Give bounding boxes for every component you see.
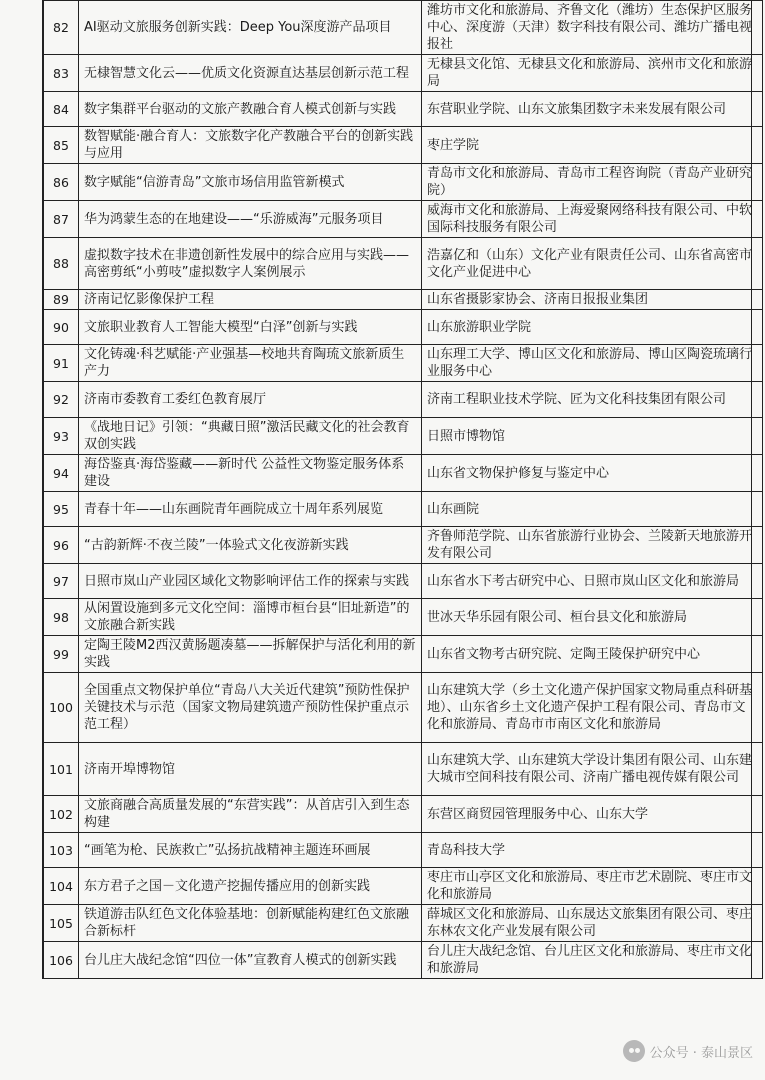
submitting-units: 日照市博物馆	[422, 418, 763, 455]
row-number: 88	[44, 238, 79, 290]
table-row	[44, 345, 763, 382]
project-table	[43, 0, 763, 979]
row-number: 104	[44, 868, 79, 905]
row-number: 92	[44, 382, 79, 418]
row-number: 83	[44, 55, 79, 92]
table-row	[44, 564, 763, 599]
project-name: 从闲置设施到多元文化空间：淄博市桓台县“旧址新造”的文旅融合新实践	[79, 599, 422, 636]
project-name: 华为鸿蒙生态的在地建设——“乐游威海”元服务项目	[79, 201, 422, 238]
table-row	[44, 238, 763, 290]
submitting-units: 潍坊市文化和旅游局、齐鲁文化（潍坊）生态保护区服务中心、深度游（天津）数字科技有限公司、潍坊广播电视报社	[422, 1, 763, 55]
table-row	[44, 1, 763, 55]
table-row	[44, 201, 763, 238]
row-number: 95	[44, 492, 79, 527]
row-number: 102	[44, 796, 79, 833]
submitting-units: 威海市文化和旅游局、上海爱聚网络科技有限公司、中软国际科技服务有限公司	[422, 201, 763, 238]
submitting-units: 山东省水下考古研究中心、日照市岚山区文化和旅游局	[422, 564, 763, 599]
table-row	[44, 455, 763, 492]
project-name: 全国重点文物保护单位“青岛八大关近代建筑”预防性保护关键技术与示范（国家文物局建筑遗产预防性保护重点示范工程）	[79, 673, 422, 743]
submitting-units: 青岛市文化和旅游局、青岛市工程咨询院（青岛产业研究院）	[422, 164, 763, 201]
project-name: 铁道游击队红色文化体验基地：创新赋能构建红色文旅融合新标杆	[79, 905, 422, 942]
project-name: 文化铸魂·科艺赋能·产业强基—校地共育陶琉文旅新质生产力	[79, 345, 422, 382]
table-row	[44, 636, 763, 673]
table-row	[44, 92, 763, 127]
row-number: 99	[44, 636, 79, 673]
table-row	[44, 743, 763, 796]
row-number: 82	[44, 1, 79, 55]
submitting-units: 山东省文物保护修复与鉴定中心	[422, 455, 763, 492]
submitting-units: 台儿庄大战纪念馆、台儿庄区文化和旅游局、枣庄市文化和旅游局	[422, 942, 763, 979]
table-row	[44, 382, 763, 418]
row-number: 93	[44, 418, 79, 455]
project-name: 台儿庄大战纪念馆“四位一体”宣教育人模式的创新实践	[79, 942, 422, 979]
project-name: 日照市岚山产业园区域化文物影响评估工作的探索与实践	[79, 564, 422, 599]
row-number: 85	[44, 127, 79, 164]
table-row	[44, 164, 763, 201]
table-row	[44, 796, 763, 833]
project-name: 济南开埠博物馆	[79, 743, 422, 796]
table-row	[44, 673, 763, 743]
row-number: 101	[44, 743, 79, 796]
project-name: 数智赋能·融合育人：文旅数字化产教融合平台的创新实践与应用	[79, 127, 422, 164]
project-name: 东方君子之国－文化遗产挖掘传播应用的创新实践	[79, 868, 422, 905]
submitting-units: 东营职业学院、山东文旅集团数字未来发展有限公司	[422, 92, 763, 127]
table-row	[44, 55, 763, 92]
table-row	[44, 127, 763, 164]
row-number: 86	[44, 164, 79, 201]
table-row	[44, 290, 763, 310]
table-row	[44, 599, 763, 636]
row-number: 103	[44, 833, 79, 868]
submitting-units: 浩嘉亿和（山东）文化产业有限责任公司、山东省高密市文化产业促进中心	[422, 238, 763, 290]
submitting-units: 济南工程职业技术学院、匠为文化科技集团有限公司	[422, 382, 763, 418]
submitting-units: 齐鲁师范学院、山东省旅游行业协会、兰陵新天地旅游开发有限公司	[422, 527, 763, 564]
row-number: 100	[44, 673, 79, 743]
submitting-units: 东营区商贸园管理服务中心、山东大学	[422, 796, 763, 833]
project-name: 虚拟数字技术在非遗创新性发展中的综合应用与实践——高密剪纸“小剪吱”虚拟数字人案例展示	[79, 238, 422, 290]
submitting-units: 枣庄学院	[422, 127, 763, 164]
project-name: 数字赋能“信游青岛”文旅市场信用监管新模式	[79, 164, 422, 201]
watermark-text: 公众号 · 泰山景区	[649, 1045, 753, 1061]
project-name: 海岱鉴真·海岱鉴藏——新时代 公益性文物鉴定服务体系建设	[79, 455, 422, 492]
document-table-container	[42, 0, 752, 979]
submitting-units: 青岛科技大学	[422, 833, 763, 868]
row-number: 98	[44, 599, 79, 636]
project-name: 《战地日记》引领：“典藏日照”激活民藏文化的社会教育双创实践	[79, 418, 422, 455]
submitting-units: 山东建筑大学（乡土文化遗产保护国家文物局重点科研基地）、山东省乡土文化遗产保护工程有限公司、青岛市文化和旅游局、青岛市市南区文化和旅游局	[422, 673, 763, 743]
table-row	[44, 310, 763, 345]
submitting-units: 山东画院	[422, 492, 763, 527]
row-number: 89	[44, 290, 79, 310]
project-name: 无棣智慧文化云——优质文化资源直达基层创新示范工程	[79, 55, 422, 92]
table-row	[44, 492, 763, 527]
row-number: 106	[44, 942, 79, 979]
row-number: 90	[44, 310, 79, 345]
wechat-icon	[623, 1040, 645, 1062]
project-name: 济南市委教育工委红色教育展厅	[79, 382, 422, 418]
submitting-units: 山东省摄影家协会、济南日报报业集团	[422, 290, 763, 310]
watermark	[623, 1040, 753, 1062]
submitting-units: 山东旅游职业学院	[422, 310, 763, 345]
submitting-units: 世冰天华乐园有限公司、桓台县文化和旅游局	[422, 599, 763, 636]
table-row	[44, 868, 763, 905]
row-number: 84	[44, 92, 79, 127]
project-name: AI驱动文旅服务创新实践：Deep You深度游产品项目	[79, 1, 422, 55]
submitting-units: 无棣县文化馆、无棣县文化和旅游局、滨州市文化和旅游局	[422, 55, 763, 92]
row-number: 87	[44, 201, 79, 238]
submitting-units: 薛城区文化和旅游局、山东晟达文旅集团有限公司、枣庄东林农文化产业发展有限公司	[422, 905, 763, 942]
project-name: 数字集群平台驱动的文旅产教融合育人模式创新与实践	[79, 92, 422, 127]
project-name: 济南记忆影像保护工程	[79, 290, 422, 310]
table-row	[44, 833, 763, 868]
row-number: 96	[44, 527, 79, 564]
project-name: “古韵新辉·不夜兰陵”一体验式文化夜游新实践	[79, 527, 422, 564]
project-name: “画笔为枪、民族救亡”弘扬抗战精神主题连环画展	[79, 833, 422, 868]
project-name: 定陶王陵M2西汉黄肠题凑墓——拆解保护与活化利用的新实践	[79, 636, 422, 673]
row-number: 94	[44, 455, 79, 492]
row-number: 105	[44, 905, 79, 942]
row-number: 97	[44, 564, 79, 599]
table-row	[44, 942, 763, 979]
table-row	[44, 527, 763, 564]
submitting-units: 山东理工大学、博山区文化和旅游局、博山区陶瓷琉璃行业服务中心	[422, 345, 763, 382]
table-row	[44, 418, 763, 455]
project-name: 文旅商融合高质量发展的“东营实践”：从首店引入到生态构建	[79, 796, 422, 833]
project-name: 青春十年——山东画院青年画院成立十周年系列展览	[79, 492, 422, 527]
submitting-units: 山东建筑大学、山东建筑大学设计集团有限公司、山东建大城市空间科技有限公司、济南广播电视传媒有限公司	[422, 743, 763, 796]
submitting-units: 枣庄市山亭区文化和旅游局、枣庄市艺术剧院、枣庄市文化和旅游局	[422, 868, 763, 905]
table-row	[44, 905, 763, 942]
submitting-units: 山东省文物考古研究院、定陶王陵保护研究中心	[422, 636, 763, 673]
row-number: 91	[44, 345, 79, 382]
project-name: 文旅职业教育人工智能大模型“白泽”创新与实践	[79, 310, 422, 345]
